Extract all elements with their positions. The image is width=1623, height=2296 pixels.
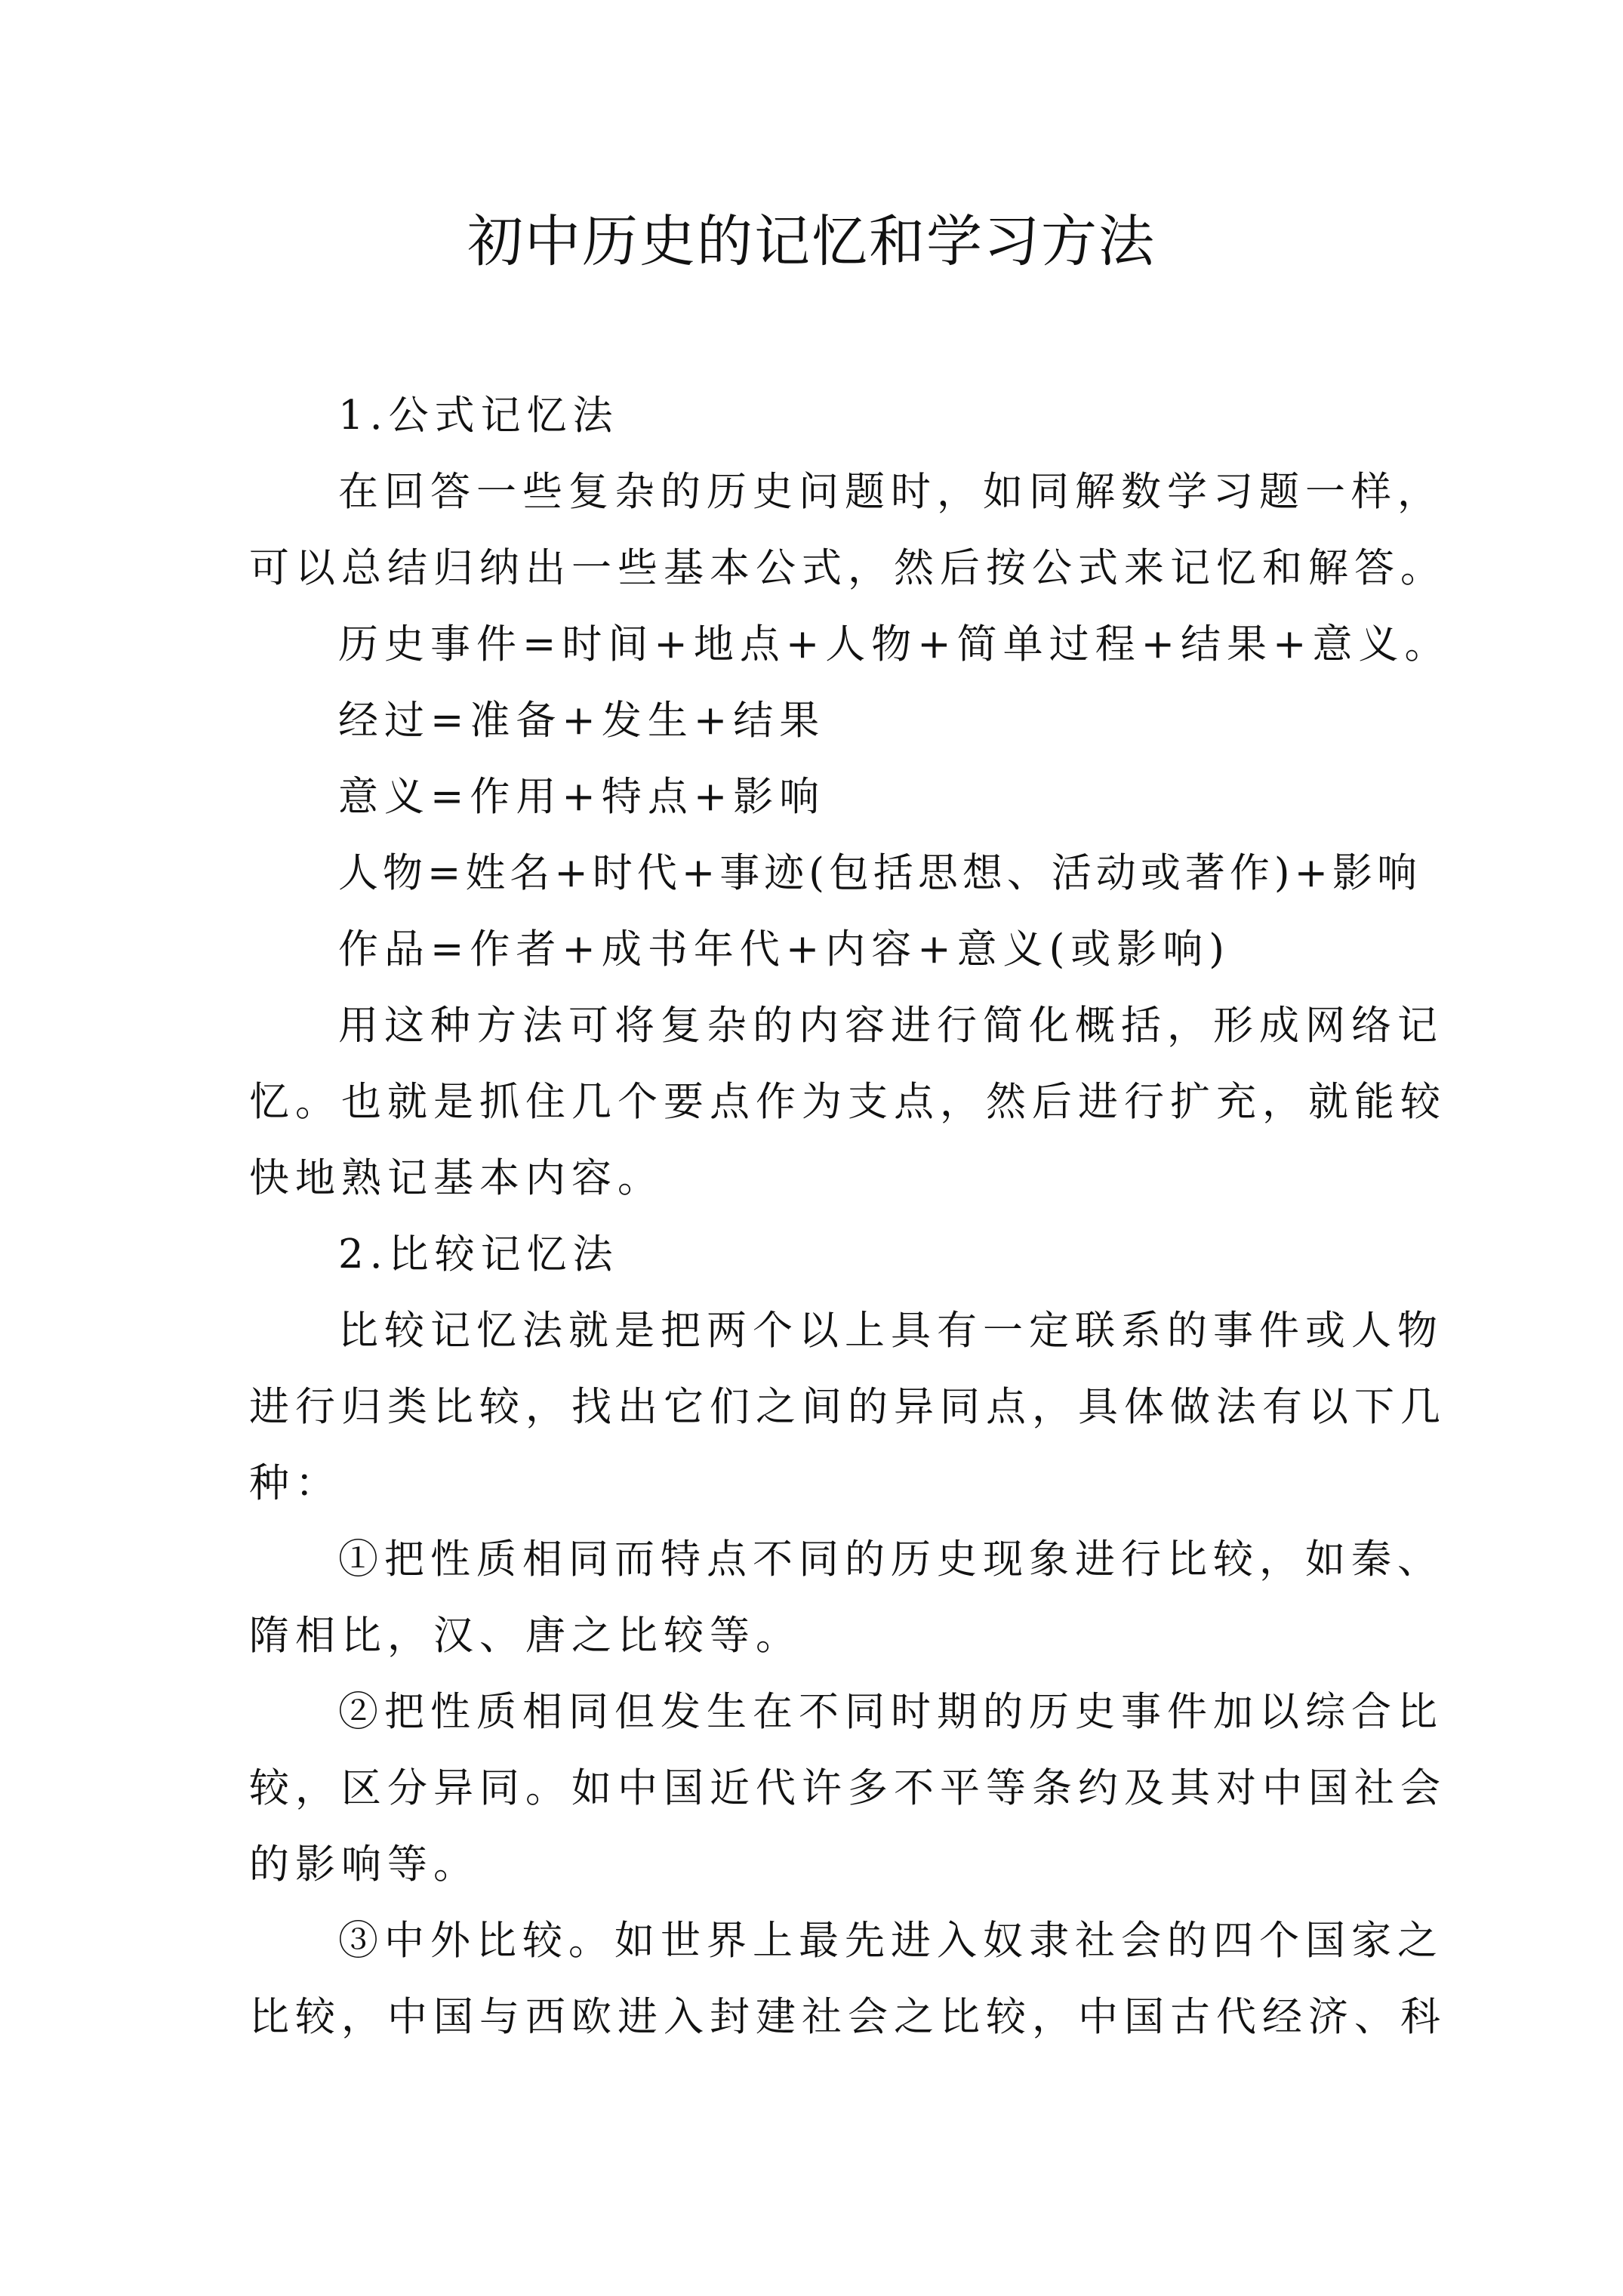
formula-line: 人物=姓名+时代+事迹(包括思想、活动或著作)+影响 — [338, 850, 1421, 896]
formula-line: 经过=准备+发生+结果 — [338, 698, 826, 744]
list-item: ②把性质相同但发生在不同时期的历史事件加以综合比较，区分异同。如中国近代许多不平等条约及其对中国社会的影响等。 — [249, 1689, 1446, 1888]
list-item: ①把性质相同而特点不同的历史现象进行比较，如秦、隋相比，汉、唐之比较等。 — [249, 1536, 1443, 1659]
section-heading-formula: 1.公式记忆法 — [338, 393, 619, 439]
document-body — [249, 378, 1457, 2055]
formula-line: 意义=作用+特点+影响 — [338, 774, 826, 820]
section-heading-comparison: 2.比较记忆法 — [338, 1231, 619, 1277]
formula-line: 历史事件=时间+地点+人物+简单过程+结果+意义。 — [338, 621, 1451, 667]
list-item: ③中外比较。如世界上最先进入奴隶社会的四个国家之比较，中国与西欧进入封建社会之比较，中国古代经济、科 — [249, 1918, 1446, 2040]
paragraph: 比较记忆法就是把两个以上具有一定联系的事件或人物进行归类比较，找出它们之间的异同点，具体做法有以下几种： — [249, 1308, 1446, 1506]
page-title: 初中历史的记忆和学习方法 — [467, 209, 1156, 274]
formula-line: 作品=作者+成书年代+内容+意义(或影响) — [338, 926, 1230, 972]
paragraph: 在回答一些复杂的历史问题时，如同解数学习题一样，可以总结归纳出一些基本公式，然后按公式来记忆和解答。 — [249, 469, 1446, 591]
paragraph: 用这种方法可将复杂的内容进行简化概括，形成网络记忆。也就是抓住几个要点作为支点，然后进行扩充，就能较快地熟记基本内容。 — [249, 1003, 1446, 1201]
